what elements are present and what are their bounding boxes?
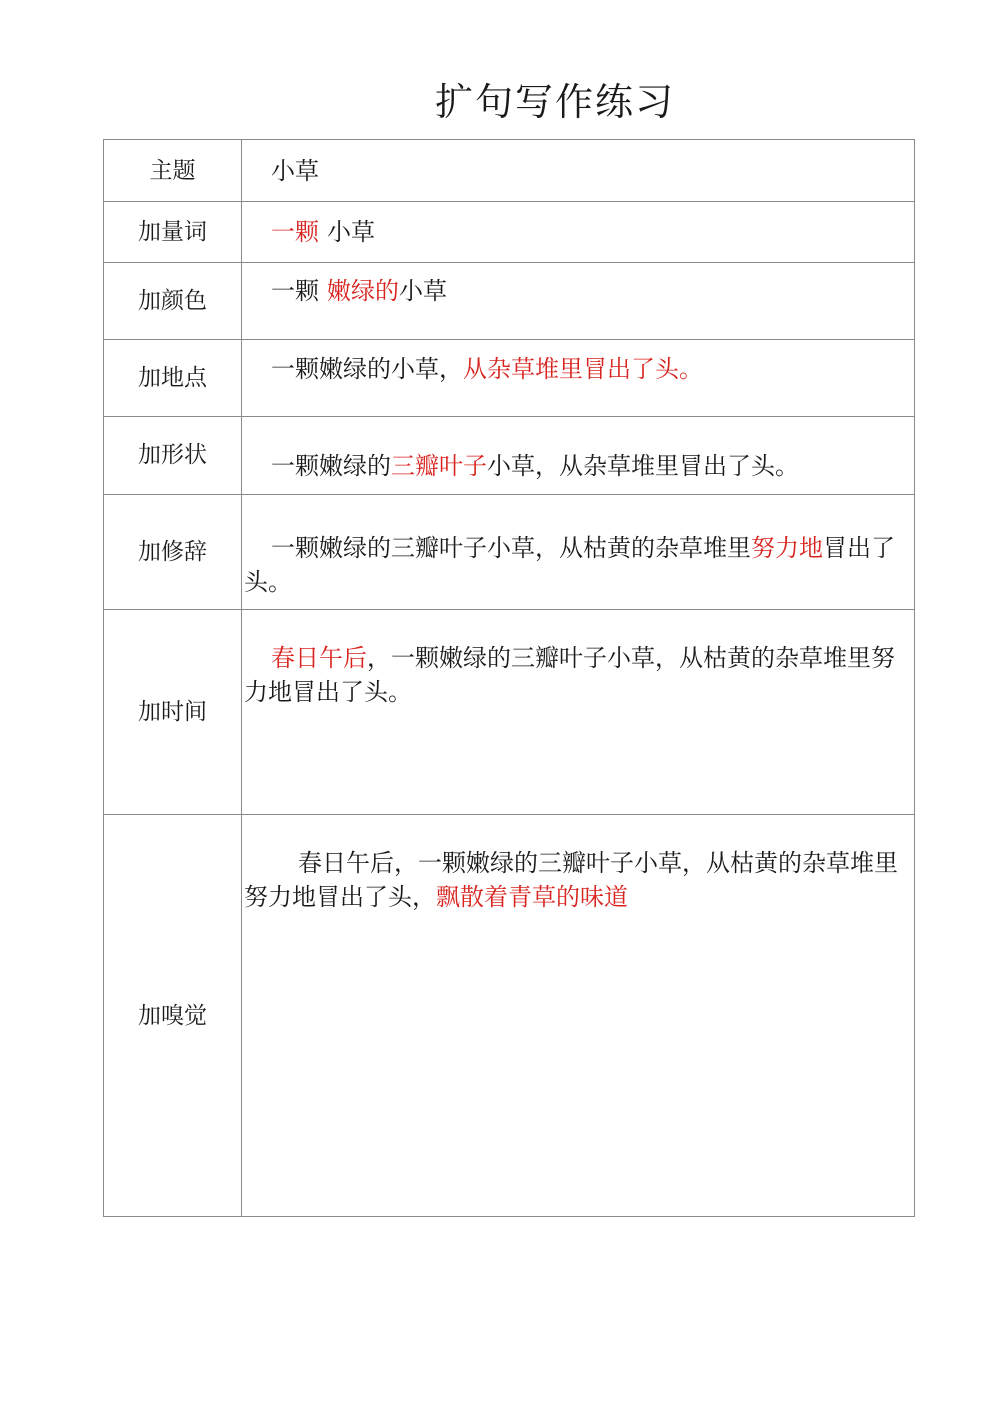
sentence — [242, 352, 914, 386]
sentence-segment: 小草 — [399, 277, 447, 305]
sentence-segment-highlight: 飘散着青草的味道 — [436, 883, 628, 911]
row-label: 主题 — [104, 140, 242, 202]
row-label: 加时间 — [104, 610, 242, 815]
row-content — [242, 202, 915, 263]
row-label: 加地点 — [104, 340, 242, 417]
sentence — [242, 641, 914, 709]
page-title: 扩句写作练习 — [434, 80, 675, 124]
row-content — [242, 417, 915, 495]
sentence-segment: 春日午后，一颗嫩绿的三瓣叶子小草，从枯黄的杂草堆里努力地冒出了头， — [244, 849, 898, 911]
sentence — [242, 215, 914, 249]
sentence-segment: 一颗嫩绿的三瓣叶子小草，从枯黄的杂草堆里 — [271, 534, 751, 562]
sentence-segment: 小草，从杂草堆里冒出了头。 — [487, 452, 799, 480]
sentence — [242, 846, 914, 914]
expansion-table — [103, 139, 915, 1217]
row-content — [242, 610, 915, 815]
table-row — [104, 610, 915, 815]
sentence-segment-highlight: 一颗 — [271, 218, 319, 246]
sentence — [242, 154, 914, 188]
sentence-segment-highlight: 春日午后 — [271, 644, 367, 672]
sentence-segment-highlight: 努力地 — [751, 534, 823, 562]
sentence-segment-highlight: 三瓣叶子 — [391, 452, 487, 480]
row-content — [242, 263, 915, 340]
sentence — [242, 531, 914, 599]
row-label: 加颜色 — [104, 263, 242, 340]
table-row — [104, 815, 915, 1217]
table-row — [104, 263, 915, 340]
sentence-segment-highlight: 从杂草堆里冒出了头。 — [463, 355, 703, 383]
sentence-segment: 一颗嫩绿的 — [271, 452, 391, 480]
sentence — [242, 274, 914, 308]
table-row — [104, 202, 915, 263]
sentence-segment: 一颗嫩绿的小草， — [271, 355, 463, 383]
sentence-segment: ，一颗嫩绿的三瓣叶子小草，从枯黄的杂草堆里努力地冒出了头。 — [244, 644, 895, 706]
sentence-segment: 一颗 — [271, 277, 319, 305]
table-row — [104, 140, 915, 202]
sentence-segment: 小草 — [327, 218, 375, 246]
row-label: 加量词 — [104, 202, 242, 263]
row-label: 加修辞 — [104, 495, 242, 610]
row-content — [242, 340, 915, 417]
sentence — [242, 449, 914, 483]
row-label: 加形状 — [104, 417, 242, 495]
row-content — [242, 495, 915, 610]
table-row — [104, 417, 915, 495]
sentence-segment: 小草 — [271, 156, 319, 185]
row-content — [242, 140, 915, 202]
row-label: 加嗅觉 — [104, 815, 242, 1217]
table-row — [104, 495, 915, 610]
row-content — [242, 815, 915, 1217]
table-row — [104, 340, 915, 417]
sentence-segment: 冒出了头。 — [244, 534, 895, 596]
sentence-segment-highlight: 嫩绿的 — [327, 277, 399, 305]
